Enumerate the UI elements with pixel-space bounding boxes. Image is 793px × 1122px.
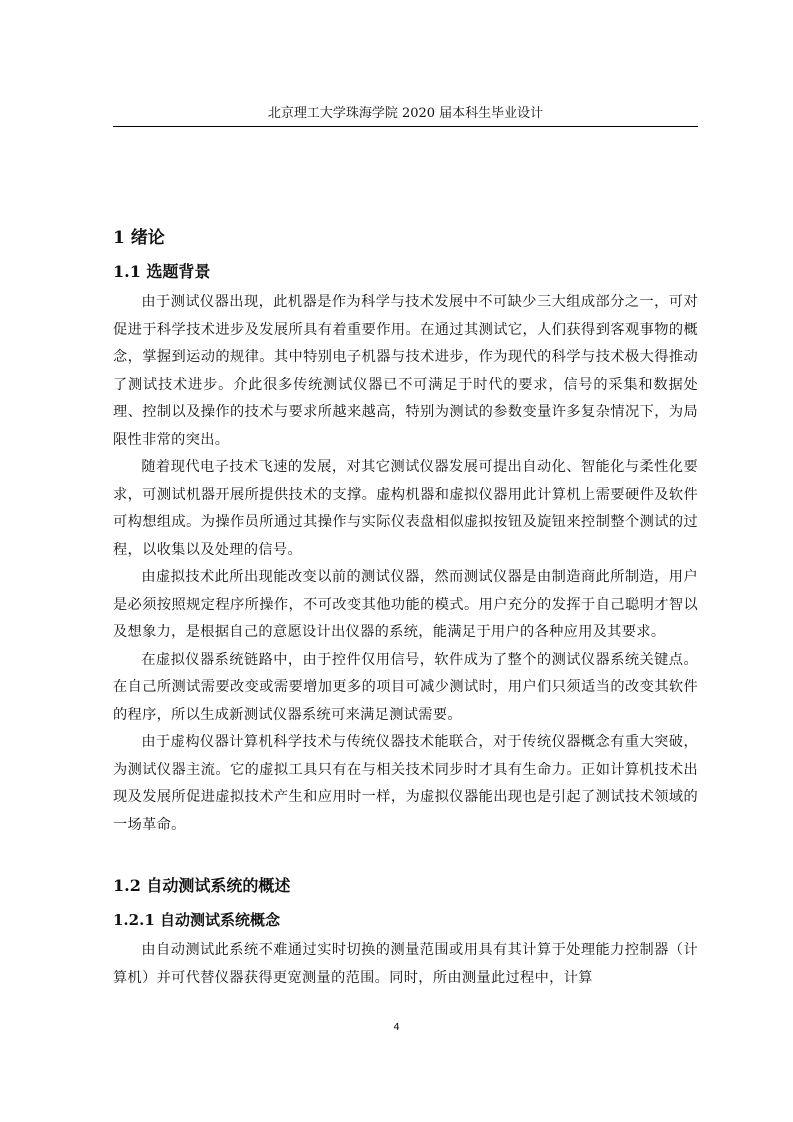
paragraph: 随着现代电子技术飞速的发展，对其它测试仪器发展可提出自动化、智能化与柔性化要求，可测试机器开展所提供技术的支撑。虚构机器和虚拟仪器用此计算机上需要硬件及软件可构想组成。为操作员所通过其操作与实际仪表盘相似虚拟按钮及旋钮来控制整个测试的过程，以收集以及处理的信号。 — [113, 459, 698, 558]
paragraph: 由于测试仪器出现，此机器是作为科学与技术发展中不可缺少三大组成部分之一，可对促进于科学技术进步及发展所具有着重要作用。在通过其测试它，人们获得到客观事物的概念，掌握到运动的规律。其中特别电子机器与技术进步，作为现代的科学与技术极大得推动了测试技术进步。介此很多传统测试仪器已不可满足于时代的要求，信号的采集和数据处理、控制以及操作的技术与要求所越来越高，特别为测试的参数变量许多复杂情况下，为局限性非常的突出。 — [113, 294, 698, 448]
chapter-heading: 1 绪论 — [113, 228, 165, 248]
subsection-heading-1-2-1: 1.2.1 自动测试系统概念 — [113, 911, 280, 929]
running-header: 北京理工大学珠海学院 2020 届本科生毕业设计 — [267, 106, 544, 121]
paragraph: 在虚拟仪器系统链路中，由于控件仅用信号，软件成为了整个的测试仪器系统关键点。在自己所测试需要改变或需要增加更多的项目可减少测试时，用户们只须适当的改变其软件的程序，所以生成新测试仪器系统可来满足测试需要。 — [113, 651, 698, 723]
paragraph: 由自动测试此系统不难通过实时切换的测量范围或用具有其计算于处理能力控制器（计算机）并可代替仪器获得更宽测量的范围。同时，所由测量此过程中，计算 — [113, 942, 698, 986]
page-body — [113, 221, 698, 992]
section-heading-1-2: 1.2 自动测试系统的概述 — [113, 876, 291, 895]
paragraph: 由虚拟技术此所出现能改变以前的测试仪器，然而测试仪器是由制造商此所制造，用户是必须按照规定程序所操作，不可改变其他功能的模式。用户充分的发挥于自己聪明才智以及想象力，是根据自己的意愿设计出仪器的系统，能满足于用户的各种应用及其要求。 — [113, 569, 698, 640]
header-rule — [113, 126, 698, 127]
paragraph: 由于虚构仪器计算机科学技术与传统仪器技术能联合，对于传统仪器概念有重大突破，为测试仪器主流。它的虚拟工具只有在与相关技术同步时才具有生命力。正如计算机技术出现及发展所促进虚拟技术产生和应用时一样，为虚拟仪器能出现也是引起了测试技术领域的一场革命。 — [113, 734, 698, 833]
page-number: 4 — [393, 1022, 400, 1033]
section-heading-1-1: 1.1 选题背景 — [113, 262, 211, 281]
